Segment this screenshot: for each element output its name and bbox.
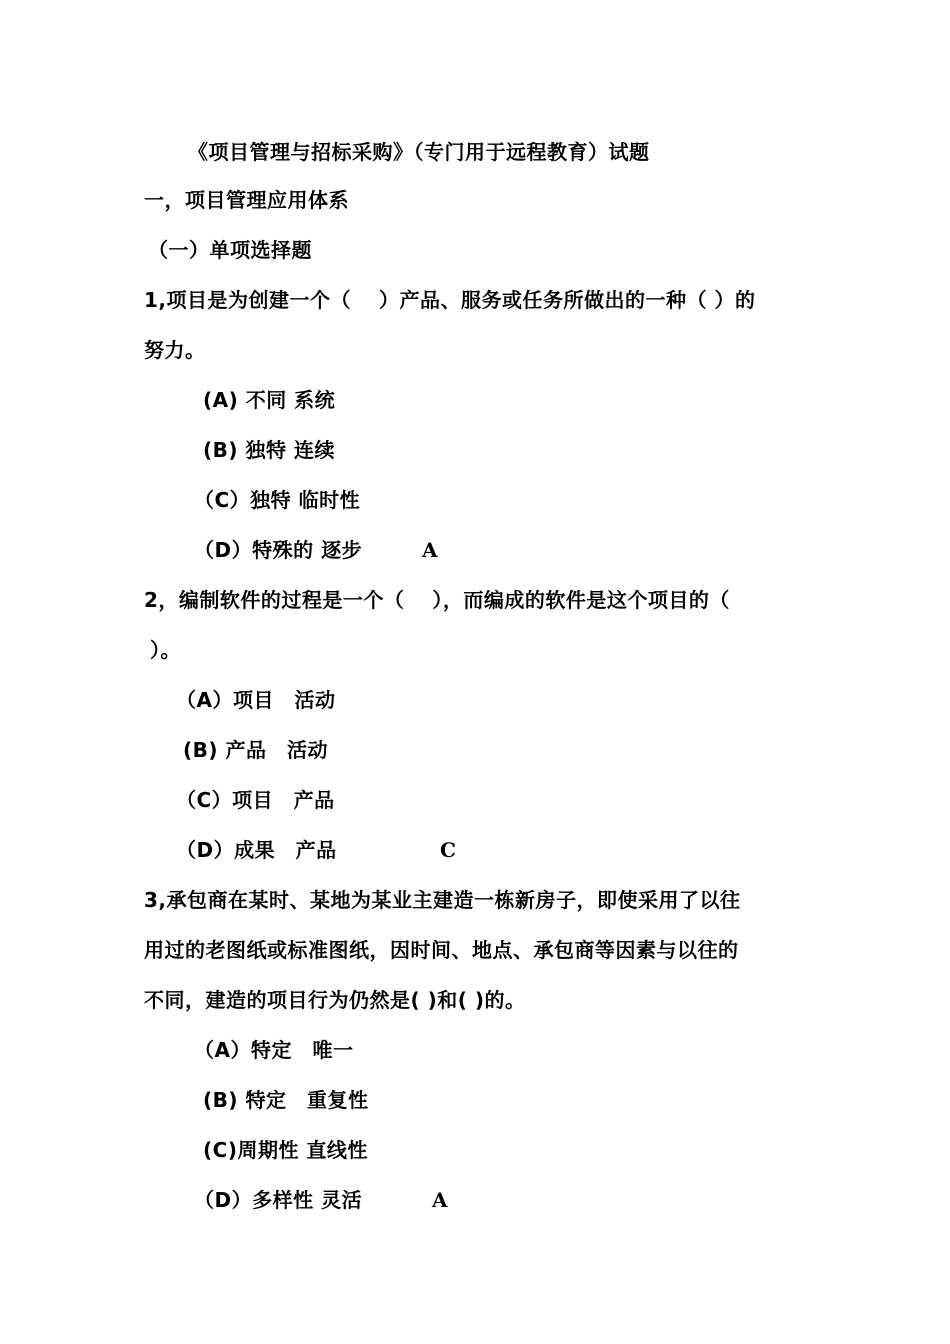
question-1-option-a: (A) 不同 系统: [203, 388, 336, 412]
question-3-answer: A: [432, 1188, 448, 1212]
question-3-line-2: 用过的老图纸或标准图纸，因时间、地点、承包商等因素与以往的: [144, 938, 739, 962]
question-3-line-3: 不同，建造的项目行为仍然是( )和( )的。: [144, 988, 526, 1012]
question-3-option-a: （A）特定 唯一: [194, 1038, 354, 1062]
question-3-option-c: (C)周期性 直线性: [203, 1138, 368, 1162]
question-3-line-1: 3,承包商在某时、某地为某业主建造一栋新房子，即使采用了以往: [144, 888, 741, 912]
question-3-option-d: （D）多样性 灵活: [194, 1188, 363, 1212]
question-2-line-2: ）。: [150, 638, 181, 662]
question-1-option-c: （C）独特 临时性: [194, 488, 361, 512]
question-2-option-b: (B) 产品 活动: [183, 738, 328, 762]
question-1-line-2: 努力。: [144, 338, 206, 362]
question-1-option-b: (B) 独特 连续: [203, 438, 335, 462]
question-2-option-d: （D）成果 产品: [176, 838, 337, 862]
section-heading: 一，项目管理应用体系: [144, 188, 349, 212]
document-title: 《项目管理与招标采购》（专门用于远程教育）试题: [188, 140, 650, 164]
question-2-answer: C: [440, 838, 456, 862]
question-1-answer: A: [422, 538, 438, 562]
question-2-option-c: （C）项目 产品: [176, 788, 335, 812]
question-2-option-a: （A）项目 活动: [176, 688, 336, 712]
question-1-line-1: 1,项目是为创建一个（ ）产品、服务或任务所做出的一种（ ）的: [144, 288, 756, 312]
question-2-line-1: 2，编制软件的过程是一个（ ），而编成的软件是这个项目的（: [144, 588, 730, 612]
question-1-option-d: （D）特殊的 逐步: [194, 538, 363, 562]
subsection-heading: （一）单项选择题: [148, 238, 312, 262]
question-3-option-b: (B) 特定 重复性: [203, 1088, 369, 1112]
